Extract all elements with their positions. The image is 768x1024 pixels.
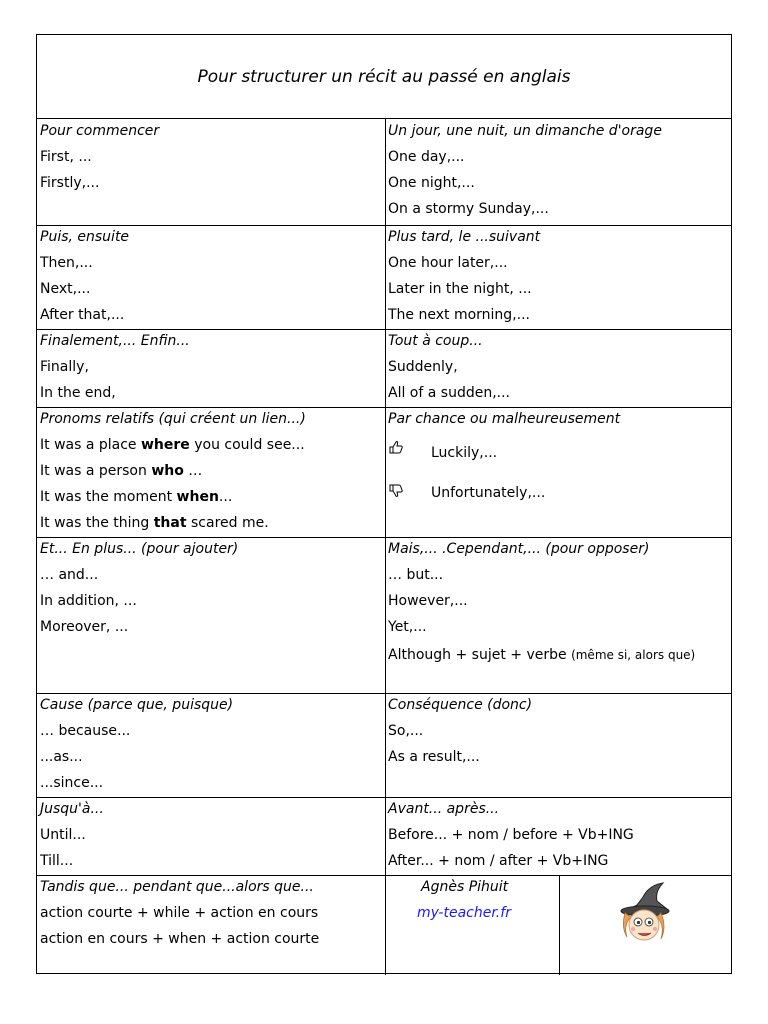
phrase: It was a person who … [40,463,203,479]
phrase: In the end, [40,385,116,401]
cell-avant-apres [385,797,731,875]
phrase: Later in the night, ... [388,281,532,297]
phrase: Next,... [40,281,91,297]
cell-tandis-que [37,875,385,975]
cell-plus-tard [385,225,731,329]
phrase: One hour later,... [388,255,508,271]
phrase: Moreover, ... [40,619,129,635]
thumb-down-icon [388,483,404,499]
cell-heading: Finalement,... Enfin... [40,333,190,349]
cell-un-jour [385,119,731,225]
phrase: First, ... [40,149,92,165]
cell-heading: Un jour, une nuit, un dimanche d'orage [388,123,662,139]
cell-heading: Mais,... .Cependant,... (pour opposer) [388,541,650,557]
cell-heading: Avant... après... [388,801,500,817]
cell-finalement [37,329,385,407]
phrase: However,... [388,593,468,609]
phrase: In addition, ... [40,593,137,609]
phrase: Finally, [40,359,89,375]
cell-cause [37,693,385,797]
relative-pronoun: where [141,437,190,453]
cell-heading: Cause (parce que, puisque) [40,697,234,713]
phrase-note: (même si, alors que) [571,648,696,662]
phrase: It was the thing that scared me. [40,515,269,531]
phrase: Luckily,... [431,445,498,461]
phrase: So,... [388,723,424,739]
cell-heading: Pour commencer [40,123,160,139]
phrase: It was the moment when... [40,489,233,505]
relative-pronoun: that [153,515,187,531]
cell-heading: Puis, ensuite [40,229,130,245]
cell-tout-a-coup [385,329,731,407]
phrase: After... + nom / after + Vb+ING [388,853,609,869]
phrase: action courte + while + action en cours [40,905,319,921]
phrase: As a result,... [388,749,480,765]
phrase: action en cours + when + action courte [40,931,320,947]
cell-pour-commencer [37,119,385,225]
cell-et-en-plus [37,537,385,693]
worksheet [36,34,732,974]
cell-heading: Pronoms relatifs (qui créent un lien...) [40,411,306,427]
cell-jusqu-a [37,797,385,875]
phrase: ...since... [40,775,104,791]
phrase: The next morning,... [388,307,530,323]
site-link[interactable]: my-teacher.fr [417,905,511,921]
cell-consequence [385,693,731,797]
title-box [37,35,731,119]
phrase: Until... [40,827,86,843]
phrase: Yet,... [388,619,427,635]
phrase: All of a sudden,... [388,385,511,401]
phrase: On a stormy Sunday,... [388,201,549,217]
phrase: … but... [388,567,444,583]
phrase: ...as... [40,749,83,765]
thumb-up-icon [388,439,404,455]
cell-mascot [559,875,731,975]
author-name: Agnès Pihuit [421,879,509,895]
phrase: One night,... [388,175,475,191]
phrase: … and... [40,567,99,583]
cell-heading: Tandis que... pendant que...alors que... [40,879,314,895]
phrase: After that,... [40,307,125,323]
phrase: … because... [40,723,131,739]
relative-pronoun: when [176,489,219,505]
cell-credits [385,875,559,975]
cell-pronoms-relatifs [37,407,385,537]
phrase: Firstly,... [40,175,100,191]
phrase: Although + sujet + verbe (même si, alors que) [388,647,696,663]
phrase: Before... + nom / before + Vb+ING [388,827,634,843]
phrase: One day,... [388,149,465,165]
cell-heading: Plus tard, le ...suivant [388,229,541,245]
phrase: Suddenly, [388,359,458,375]
phrase: Till... [40,853,74,869]
witch-mascot-icon [611,881,677,947]
cell-heading: Conséquence (donc) [388,697,533,713]
phrase: Then,... [40,255,93,271]
cell-heading: Tout à coup... [388,333,483,349]
cell-par-chance [385,407,731,537]
phrase: Unfortunately,... [431,485,546,501]
cell-puis-ensuite [37,225,385,329]
relative-pronoun: who [151,463,184,479]
cell-mais-cependant [385,537,731,693]
cell-heading: Par chance ou malheureusement [388,411,621,427]
page-title: Pour structurer un récit au passé en anglais [197,66,571,87]
phrase: It was a place where you could see... [40,437,305,453]
cell-heading: Jusqu'à... [40,801,104,817]
cell-heading: Et... En plus... (pour ajouter) [40,541,239,557]
